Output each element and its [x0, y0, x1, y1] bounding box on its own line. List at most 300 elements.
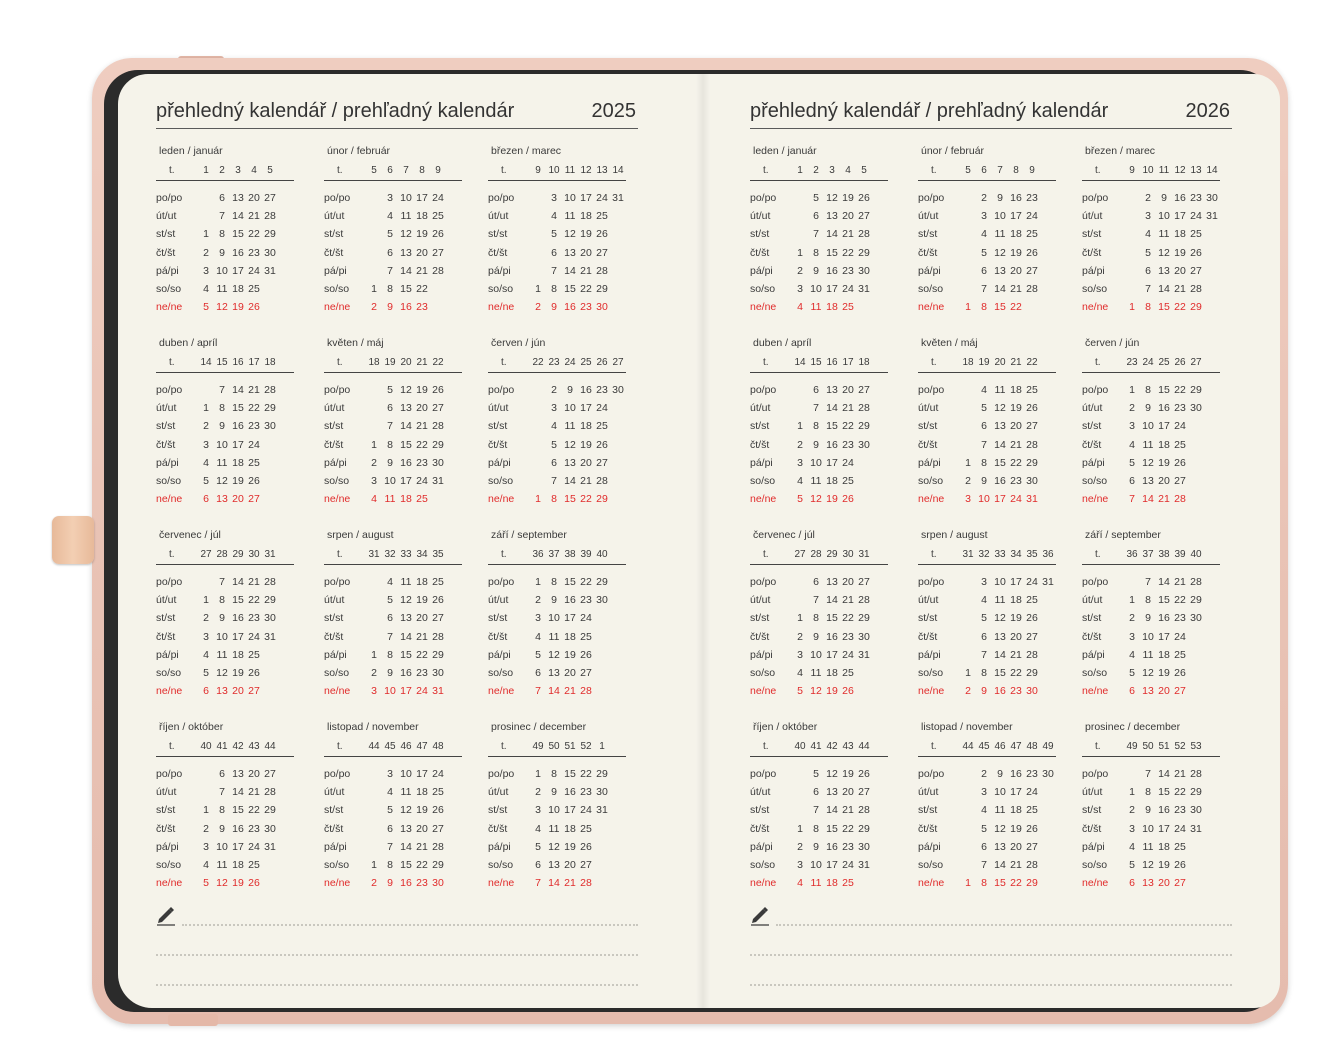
week-number: 43 — [842, 741, 854, 752]
weekday-label: pá/pi — [918, 264, 941, 277]
day-number: 30 — [432, 877, 444, 890]
weekday-label: pá/pi — [324, 840, 347, 853]
day-number: 20 — [842, 786, 854, 799]
weekday-row — [750, 192, 900, 210]
day-number: 27 — [1174, 475, 1186, 487]
day-number: 19 — [842, 192, 854, 204]
day-number: 16 — [1010, 192, 1022, 204]
weekday-label: út/ut — [156, 786, 177, 799]
week-number: 9 — [1129, 165, 1135, 176]
weekday-row — [324, 457, 474, 475]
week-number: 21 — [416, 357, 428, 368]
weekday-row — [1082, 192, 1232, 210]
month-name: květen / máj — [921, 337, 978, 349]
week-number: 31 — [962, 549, 974, 560]
weekday-label: po/po — [324, 192, 351, 204]
day-number: 20 — [564, 667, 576, 679]
weekday-row — [750, 786, 900, 804]
week-number: 19 — [978, 357, 990, 368]
day-number: 15 — [1158, 786, 1170, 799]
day-number: 19 — [232, 667, 244, 679]
day-number: 17 — [994, 493, 1006, 506]
week-label: t. — [169, 165, 175, 176]
weekday-row — [156, 823, 306, 841]
day-number: 23 — [1174, 402, 1186, 415]
week-number: 28 — [216, 549, 228, 560]
day-number: 12 — [1158, 246, 1170, 259]
weekday-label: st/st — [324, 420, 344, 433]
day-number: 26 — [858, 192, 870, 204]
day-number: 14 — [826, 804, 838, 817]
weekday-label: st/st — [324, 228, 344, 241]
day-number: 10 — [810, 859, 822, 871]
day-number: 12 — [1142, 456, 1154, 469]
day-number: 13 — [400, 612, 412, 625]
day-number: 15 — [1158, 594, 1170, 607]
week-number: 22 — [532, 357, 544, 368]
weekday-row — [918, 247, 1068, 265]
weekday-label: so/so — [156, 859, 182, 871]
day-number: 11 — [810, 667, 822, 679]
weekday-label: so/so — [750, 859, 776, 871]
day-number: 2 — [981, 192, 987, 204]
day-number: 30 — [596, 594, 608, 607]
day-number: 1 — [203, 228, 209, 241]
day-number: 5 — [387, 384, 393, 396]
weekday-label: pá/pi — [488, 648, 511, 661]
day-number: 25 — [1174, 438, 1186, 451]
day-number: 5 — [1129, 667, 1135, 679]
spread-year: 2025 — [591, 100, 636, 122]
day-number: 24 — [580, 612, 592, 625]
day-number: 21 — [1174, 768, 1186, 780]
day-number: 12 — [994, 822, 1006, 835]
day-number: 25 — [842, 667, 854, 679]
day-number: 8 — [387, 859, 393, 871]
weekday-label: so/so — [324, 859, 350, 871]
weekday-row — [488, 247, 638, 265]
day-number: 30 — [264, 420, 276, 433]
day-number: 31 — [432, 475, 444, 487]
week-number: 52 — [1174, 741, 1186, 752]
weekday-label: út/ut — [918, 402, 939, 415]
weekday-row — [1082, 210, 1232, 228]
day-number: 9 — [551, 594, 557, 607]
weekday-row — [918, 192, 1068, 210]
day-number: 25 — [842, 877, 854, 890]
month-name: srpen / august — [921, 529, 988, 541]
weekday-row — [488, 192, 638, 210]
day-number: 19 — [232, 877, 244, 890]
week-number: 30 — [248, 549, 260, 560]
week-number: 1 — [599, 741, 605, 752]
day-number: 12 — [1142, 667, 1154, 679]
day-number: 21 — [248, 576, 260, 588]
day-number: 17 — [232, 264, 244, 277]
weekday-row — [1082, 631, 1232, 649]
weekday-row — [488, 493, 638, 511]
day-number: 15 — [994, 301, 1006, 314]
weekday-label: st/st — [1082, 420, 1102, 433]
weekday-row — [488, 768, 638, 786]
week-number: 29 — [232, 549, 244, 560]
week-number: 34 — [416, 549, 428, 560]
weekday-label: st/st — [156, 228, 176, 241]
day-number: 19 — [580, 228, 592, 241]
weekday-label: ne/ne — [156, 877, 183, 890]
day-number: 4 — [551, 210, 557, 223]
day-number: 4 — [535, 822, 541, 835]
day-number: 18 — [232, 648, 244, 661]
day-number: 23 — [1026, 192, 1038, 204]
day-number: 4 — [797, 877, 803, 890]
day-number: 4 — [981, 228, 987, 241]
weekday-row — [750, 457, 900, 475]
day-number: 20 — [416, 246, 428, 259]
week-number: 1 — [797, 165, 803, 176]
day-number: 28 — [1026, 283, 1038, 295]
day-number: 2 — [965, 475, 971, 487]
day-number: 15 — [232, 402, 244, 415]
day-number: 7 — [981, 859, 987, 871]
day-number: 28 — [264, 210, 276, 223]
weekday-row — [1082, 247, 1232, 265]
day-number: 15 — [1158, 384, 1170, 396]
day-number: 28 — [1026, 859, 1038, 871]
week-number-row — [324, 548, 462, 565]
weekday-row — [1082, 228, 1232, 246]
weekday-label: st/st — [156, 420, 176, 433]
day-number: 17 — [232, 840, 244, 853]
day-number: 6 — [551, 246, 557, 259]
day-number: 18 — [1010, 804, 1022, 817]
day-number: 11 — [216, 648, 228, 661]
day-number: 29 — [264, 402, 276, 415]
pencil-icon — [156, 904, 176, 926]
day-number: 15 — [400, 859, 412, 871]
day-number: 8 — [813, 612, 819, 625]
day-number: 25 — [842, 475, 854, 487]
day-number: 6 — [387, 402, 393, 415]
day-number: 30 — [432, 667, 444, 679]
day-number: 27 — [1174, 685, 1186, 698]
day-number: 15 — [564, 768, 576, 780]
day-number: 6 — [219, 768, 225, 780]
day-number: 29 — [432, 438, 444, 451]
weekday-row — [324, 493, 474, 511]
week-number: 47 — [416, 741, 428, 752]
day-number: 23 — [1190, 192, 1202, 204]
day-number: 20 — [416, 612, 428, 625]
weekday-label: so/so — [488, 667, 514, 679]
weekday-row — [918, 210, 1068, 228]
day-number: 9 — [219, 246, 225, 259]
weekday-label: st/st — [918, 804, 938, 817]
week-number: 49 — [532, 741, 544, 752]
day-number: 13 — [1142, 475, 1154, 487]
day-number: 24 — [842, 648, 854, 661]
day-number: 23 — [1010, 685, 1022, 698]
weekday-row — [750, 594, 900, 612]
day-number: 15 — [994, 456, 1006, 469]
day-number: 28 — [596, 264, 608, 277]
week-number: 44 — [368, 741, 380, 752]
day-number: 22 — [842, 822, 854, 835]
day-number: 28 — [264, 576, 276, 588]
weekday-label: po/po — [1082, 384, 1109, 396]
weekday-label: so/so — [156, 475, 182, 487]
week-number: 14 — [1206, 165, 1218, 176]
week-number: 27 — [200, 549, 212, 560]
day-number: 18 — [1010, 384, 1022, 396]
weekday-label: po/po — [324, 576, 351, 588]
day-number: 26 — [248, 475, 260, 487]
weekday-row — [156, 439, 306, 457]
weekday-label: čt/št — [324, 438, 344, 451]
weekday-row — [918, 594, 1068, 612]
weekday-label: po/po — [1082, 576, 1109, 588]
day-number: 22 — [416, 648, 428, 661]
weekday-row — [750, 804, 900, 822]
day-number: 18 — [580, 420, 592, 433]
week-number-row — [488, 356, 626, 373]
day-number: 14 — [994, 648, 1006, 661]
weekday-label: pá/pi — [156, 840, 179, 853]
day-number: 15 — [400, 283, 412, 295]
weekday-row — [1082, 859, 1232, 877]
weekday-label: st/st — [156, 804, 176, 817]
day-number: 7 — [1145, 283, 1151, 295]
week-number: 10 — [548, 165, 560, 176]
day-number: 29 — [1190, 384, 1202, 396]
day-number: 2 — [1129, 612, 1135, 625]
week-number: 33 — [400, 549, 412, 560]
day-number: 22 — [1010, 667, 1022, 679]
week-number: 23 — [1126, 357, 1138, 368]
week-number: 21 — [1010, 357, 1022, 368]
weekday-row — [918, 576, 1068, 594]
weekday-label: st/st — [488, 420, 508, 433]
day-number: 1 — [1129, 384, 1135, 396]
day-number: 29 — [1190, 786, 1202, 799]
weekday-label: st/st — [324, 612, 344, 625]
day-number: 2 — [371, 456, 377, 469]
weekday-row — [750, 301, 900, 319]
day-number: 5 — [1145, 246, 1151, 259]
week-number: 49 — [1126, 741, 1138, 752]
day-number: 2 — [203, 822, 209, 835]
day-number: 9 — [1145, 612, 1151, 625]
day-number: 5 — [551, 228, 557, 241]
week-number-row — [156, 548, 294, 565]
weekday-label: út/ut — [324, 402, 345, 415]
week-number: 35 — [432, 549, 444, 560]
day-number: 27 — [580, 859, 592, 871]
day-number: 27 — [1190, 264, 1202, 277]
day-number: 29 — [596, 283, 608, 295]
day-number: 13 — [826, 210, 838, 223]
day-number: 16 — [826, 264, 838, 277]
week-label: t. — [337, 549, 343, 560]
day-number: 14 — [400, 840, 412, 853]
day-number: 30 — [1190, 612, 1202, 625]
day-number: 25 — [596, 210, 608, 223]
day-number: 22 — [248, 594, 260, 607]
day-number: 18 — [1158, 840, 1170, 853]
day-number: 9 — [997, 768, 1003, 780]
day-number: 21 — [842, 594, 854, 607]
day-number: 20 — [1010, 264, 1022, 277]
day-number: 10 — [216, 264, 228, 277]
weekday-row — [1082, 612, 1232, 630]
day-number: 4 — [551, 420, 557, 433]
day-number: 1 — [371, 283, 377, 295]
day-number: 28 — [1026, 438, 1038, 451]
weekday-row — [918, 402, 1068, 420]
day-number: 21 — [842, 228, 854, 241]
week-number-row — [324, 164, 462, 181]
weekday-label: pá/pi — [324, 648, 347, 661]
week-number: 8 — [419, 165, 425, 176]
day-number: 4 — [203, 283, 209, 295]
weekday-label: út/ut — [156, 210, 177, 223]
day-number: 28 — [858, 228, 870, 241]
week-number: 50 — [1142, 741, 1154, 752]
spread-title: přehledný kalendář / prehľadný kalendár — [750, 100, 1109, 122]
day-number: 11 — [1142, 840, 1154, 853]
week-number-row — [1082, 356, 1220, 373]
day-number: 3 — [981, 576, 987, 588]
day-number: 20 — [1158, 685, 1170, 698]
day-number: 13 — [1142, 877, 1154, 890]
day-number: 1 — [371, 859, 377, 871]
day-number: 9 — [997, 192, 1003, 204]
day-number: 20 — [580, 246, 592, 259]
day-number: 17 — [1010, 576, 1022, 588]
weekday-label: pá/pi — [918, 456, 941, 469]
weekday-row — [488, 649, 638, 667]
weekday-label: po/po — [156, 192, 183, 204]
day-number: 7 — [387, 264, 393, 277]
day-number: 23 — [580, 786, 592, 799]
weekday-label: pá/pi — [918, 648, 941, 661]
weekday-row — [156, 768, 306, 786]
day-number: 12 — [400, 228, 412, 241]
day-number: 3 — [203, 264, 209, 277]
day-number: 23 — [1174, 612, 1186, 625]
day-number: 14 — [1158, 768, 1170, 780]
week-number: 32 — [978, 549, 990, 560]
day-number: 16 — [564, 594, 576, 607]
day-number: 24 — [248, 264, 260, 277]
weekday-row — [750, 877, 900, 895]
day-number: 12 — [548, 648, 560, 661]
day-number: 15 — [994, 877, 1006, 890]
day-number: 18 — [232, 456, 244, 469]
week-number-row — [1082, 164, 1220, 181]
day-number: 9 — [981, 475, 987, 487]
weekday-row — [1082, 301, 1232, 319]
day-number: 24 — [842, 859, 854, 871]
day-number: 26 — [1026, 246, 1038, 259]
day-number: 1 — [371, 438, 377, 451]
day-number: 2 — [797, 438, 803, 451]
day-number: 12 — [994, 402, 1006, 415]
day-number: 9 — [813, 840, 819, 853]
day-number: 27 — [1026, 420, 1038, 433]
day-number: 3 — [797, 648, 803, 661]
day-number: 18 — [826, 475, 838, 487]
day-number: 7 — [813, 594, 819, 607]
day-number: 15 — [994, 667, 1006, 679]
day-number: 29 — [1190, 594, 1202, 607]
day-number: 14 — [826, 402, 838, 415]
week-number: 42 — [232, 741, 244, 752]
day-number: 2 — [535, 786, 541, 799]
day-number: 17 — [826, 648, 838, 661]
day-number: 26 — [842, 685, 854, 698]
day-number: 11 — [216, 859, 228, 871]
weekday-label: so/so — [918, 283, 944, 295]
day-number: 16 — [232, 420, 244, 433]
day-number: 11 — [994, 228, 1006, 241]
day-number: 24 — [842, 456, 854, 469]
week-number: 17 — [842, 357, 854, 368]
month-name: leden / január — [159, 145, 223, 157]
week-number: 8 — [1013, 165, 1019, 176]
weekday-row — [918, 457, 1068, 475]
weekday-row — [918, 859, 1068, 877]
weekday-label: po/po — [488, 192, 515, 204]
day-number: 8 — [1145, 594, 1151, 607]
day-number: 3 — [797, 283, 803, 295]
week-number: 47 — [1010, 741, 1022, 752]
day-number: 8 — [219, 594, 225, 607]
day-number: 15 — [564, 576, 576, 588]
day-number: 3 — [203, 630, 209, 643]
week-label: t. — [763, 165, 769, 176]
day-number: 3 — [551, 192, 557, 204]
week-label: t. — [763, 741, 769, 752]
day-number: 2 — [965, 685, 971, 698]
week-number: 40 — [794, 741, 806, 752]
day-number: 26 — [432, 384, 444, 396]
day-number: 12 — [1142, 859, 1154, 871]
day-number: 28 — [580, 685, 592, 698]
week-label: t. — [931, 165, 937, 176]
weekday-row — [488, 228, 638, 246]
day-number: 23 — [248, 822, 260, 835]
weekday-label: st/st — [488, 228, 508, 241]
day-number: 26 — [432, 228, 444, 241]
weekday-row — [1082, 594, 1232, 612]
day-number: 11 — [400, 576, 412, 588]
day-number: 10 — [548, 612, 560, 625]
day-number: 10 — [216, 630, 228, 643]
weekday-row — [1082, 768, 1232, 786]
day-number: 4 — [797, 667, 803, 679]
day-number: 10 — [1158, 210, 1170, 223]
weekday-label: pá/pi — [488, 264, 511, 277]
day-number: 12 — [216, 667, 228, 679]
day-number: 4 — [1129, 840, 1135, 853]
day-number: 6 — [535, 667, 541, 679]
weekday-label: út/ut — [488, 210, 509, 223]
week-number: 14 — [794, 357, 806, 368]
weekday-row — [1082, 420, 1232, 438]
day-number: 6 — [981, 264, 987, 277]
weekday-row — [156, 877, 306, 895]
